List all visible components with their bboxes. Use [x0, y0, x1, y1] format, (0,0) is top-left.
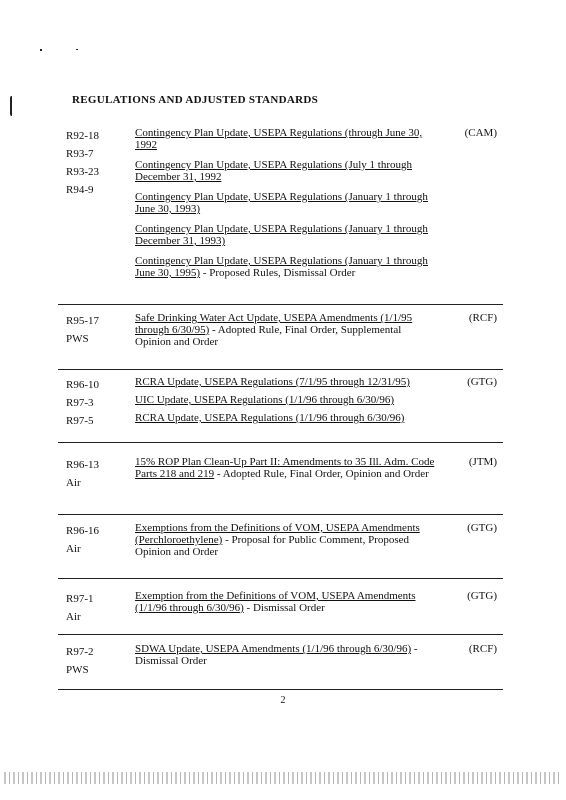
description-item	[135, 191, 440, 215]
docket-ids	[66, 590, 126, 626]
divider	[58, 304, 503, 305]
description-item	[135, 312, 440, 348]
divider	[58, 369, 503, 370]
descriptions	[135, 456, 440, 488]
reviewer-code: (GTG)	[467, 590, 497, 602]
docket-id: R93-7	[66, 148, 94, 160]
status-text: - Dismissal Order	[243, 602, 325, 614]
section-heading: REGULATIONS AND ADJUSTED STANDARDS	[72, 94, 319, 106]
docket-type: Air	[66, 611, 81, 623]
description-item	[135, 159, 440, 183]
reviewer-code: (RCF)	[468, 312, 497, 324]
description-item	[135, 255, 440, 279]
reviewer-code: (RCF)	[468, 643, 497, 655]
status-text: - Proposal for Public Comment, Proposed Opinion and Order	[135, 534, 410, 558]
docket-type: PWS	[66, 333, 89, 345]
status-text: - Adopted Rule, Final Order, Supplemental Opinion and Order	[135, 324, 402, 348]
status-text: - Dismissal Order	[135, 643, 418, 667]
reviewer-code: (JTM)	[468, 456, 497, 468]
divider	[58, 634, 503, 635]
reviewer-code: (GTG)	[467, 522, 497, 534]
description-item	[135, 394, 440, 406]
docket-type: Air	[66, 477, 81, 489]
regulation-link[interactable]: Exemptions from the Definitions of VOM, USEPA Amendments (Perchloroethylene)	[135, 522, 420, 546]
descriptions	[135, 522, 440, 566]
descriptions	[135, 127, 440, 287]
divider	[58, 578, 503, 579]
regulation-link[interactable]: Safe Drinking Water Act Update, USEPA Amendments (1/1/95 through 6/30/95)	[135, 312, 413, 336]
page-number: 2	[280, 695, 286, 706]
divider	[58, 689, 503, 690]
docket-ids	[66, 456, 126, 492]
docket-id: R97-5	[66, 415, 94, 427]
regulation-link[interactable]: Contingency Plan Update, USEPA Regulations (January 1 through June 30, 1993)	[135, 191, 428, 215]
docket-id: R97-3	[66, 397, 94, 409]
scan-speck	[76, 49, 78, 50]
description-item	[135, 223, 440, 247]
regulation-link[interactable]: RCRA Update, USEPA Regulations (1/1/96 through 6/30/96)	[135, 412, 405, 424]
regulation-link[interactable]: 15% ROP Plan Clean-Up Part II: Amendments to 35 Ill. Adm. Code Parts 218 and 219	[135, 456, 435, 480]
docket-type: Air	[66, 543, 81, 555]
regulation-link[interactable]: Contingency Plan Update, USEPA Regulations (July 1 through December 31, 1992	[135, 159, 413, 183]
description-item	[135, 412, 440, 424]
docket-ids	[66, 376, 126, 430]
docket-ids	[66, 522, 126, 558]
docket-ids	[66, 643, 126, 679]
docket-id: R96-16	[66, 525, 99, 537]
description-item	[135, 456, 440, 480]
docket-ids	[66, 127, 126, 199]
docket-ids	[66, 312, 126, 348]
status-text: - Proposed Rules, Dismissal Order	[200, 267, 356, 279]
regulation-link[interactable]: UIC Update, USEPA Regulations (1/1/96 through 6/30/96)	[135, 394, 395, 406]
status-text: - Adopted Rule, Final Order, Opinion and Order	[214, 468, 429, 480]
regulation-link[interactable]: Contingency Plan Update, USEPA Regulations (January 1 through June 30, 1995)	[135, 255, 428, 279]
regulation-link[interactable]: Contingency Plan Update, USEPA Regulations (January 1 through December 31, 1993)	[135, 223, 428, 247]
divider	[58, 442, 503, 443]
reviewer-code: (CAM)	[464, 127, 497, 139]
descriptions	[135, 312, 440, 356]
description-item	[135, 590, 440, 614]
description-item	[135, 376, 440, 388]
docket-type: PWS	[66, 664, 89, 676]
reviewer-code: (GTG)	[467, 376, 497, 388]
scan-noise-strip	[4, 772, 560, 784]
regulation-link[interactable]: SDWA Update, USEPA Amendments (1/1/96 through 6/30/96)	[135, 643, 412, 655]
docket-id: R97-2	[66, 646, 94, 658]
scan-bracket	[10, 96, 12, 116]
descriptions	[135, 590, 440, 622]
docket-id: R94-9	[66, 184, 94, 196]
regulation-link[interactable]: RCRA Update, USEPA Regulations (7/1/95 through 12/31/95)	[135, 376, 410, 388]
description-item	[135, 522, 440, 558]
docket-id: R96-10	[66, 379, 99, 391]
descriptions	[135, 643, 440, 675]
docket-id: R92-18	[66, 130, 99, 142]
divider	[58, 514, 503, 515]
docket-id: R95-17	[66, 315, 99, 327]
descriptions	[135, 376, 440, 430]
regulation-link[interactable]: Exemption from the Definitions of VOM, USEPA Amendments (1/1/96 through 6/30/96)	[135, 590, 416, 614]
docket-id: R93-23	[66, 166, 99, 178]
scan-speck	[40, 49, 42, 51]
description-item	[135, 127, 440, 151]
regulation-link[interactable]: Contingency Plan Update, USEPA Regulations (through June 30, 1992	[135, 127, 423, 151]
description-item	[135, 643, 440, 667]
docket-id: R97-1	[66, 593, 94, 605]
docket-id: R96-13	[66, 459, 99, 471]
